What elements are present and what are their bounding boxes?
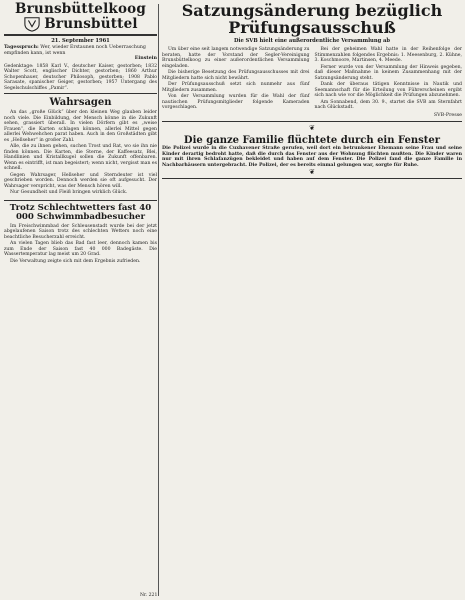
main-headline: Satzungsänderung bezüglich Prüfungsausschuß	[181, 1, 443, 37]
page-footer: Nr. 221	[140, 593, 158, 598]
box-body: Die Polizei wurde in die Cuxhavener Straße gerufen, weil dort ein betrunkener Ehemann seine Frau und seine Kinder derartig bedroht hatte, daß die durch das Fenster aus der Wohnung flüchten mußten. Die Kinder waren nur mit ihren Schlafanzügen bekleidet und haben auf dem Fenster. Die Polizei fand die ganze Familie in Nachbarhäusern untergebracht. Die Polizei, der es bereits einmal gelungen war, sorgte für Ruhe.	[162, 146, 462, 168]
paragraph: Gegen Wahrsager, Hellseher und Sterndeuter ist viel geschrieben worden. Dennoch werden sie oft aufgesucht. Der Wahrsager verspricht, was der Mensch hören will.	[4, 172, 157, 189]
article-heading-wahrsagen: Wahrsagen	[49, 97, 112, 109]
paragraph: Ferner wurde von der Versammlung der Hinweis gegeben, daß dieser Maßnahme in keinem Zusammenhang mit der Satzungsänderung steht.	[314, 64, 462, 81]
paragraph: Bei der geheimen Wahl hatte in der Reihenfolge der Stimmenzahlen folgendes Ergebnis: 1. Meesenburg, 2. Kühne, 3. Koschmoore, Martinsen, 4. Meede.	[314, 47, 462, 63]
masthead-rule	[4, 34, 157, 36]
masthead	[4, 2, 157, 32]
paragraph: Im Freischwimmbad der Schleusenstadt wurde bei der jetzt abgelaufenen Saison trotz des schlechten Wetters noch eine beachtliche Besucherzahl erreicht.	[4, 223, 157, 240]
paragraph: An das „große Glück“ über den kleinen Weg glauben leider noch viele. Die Einbildung, der Mensch könne in die Zukunft sehen, grassiert überall. In vielen Dörfern gibt es „weise Frauen“, die Karten schlagen können, allerlei Mittel gegen allerlei Wehwehchen parat haben. Auch in den Großstädten gibt es „Hellseher“ in großer Zahl.	[4, 110, 157, 143]
right-column	[162, 2, 462, 179]
gedenktage: Gedenktage: 1858 Karl V., deutscher Kaiser, gestorben; 1832 Walter Scott, englischer Dichter, gestorben; 1860 Arthur Schopenhauer, deutscher Philosoph, gestorben; 1908 Pablo Sarasate, spanischer Geiger, gestorben; 1957 Untergang des Segelschulschiffes „Pamir“.	[4, 63, 157, 91]
left-column	[4, 2, 157, 265]
tagline-label: Tagesspruch:	[4, 45, 39, 50]
tagline-text: Wer, wieder Erstaunen noch Ueberraschung empfinden kann, ist wenn	[4, 45, 146, 56]
paragraph: Die bisherige Besetzung des Prüfungsausschusses mit drei Mitgliedern hatte sich nicht bewährt.	[162, 70, 310, 81]
masthead-line1: Brunsbüttelkoog	[15, 1, 146, 17]
article-signature: SVB-Presse	[433, 112, 462, 118]
tagline-author: Einstein	[134, 55, 157, 62]
paragraph: Alle, die zu ihnen gehen, suchen Trost und Rat, wo sie ihn nie finden können. Die Karten, die Sterne, der Kaffeesatz, Blei, Handlinien und Kristallkugel sollen die Zukunft offenbaren. Wenn es eintrifft, ist man begeistert; wenn nicht, vergisst man es schnell.	[4, 144, 157, 172]
divider	[4, 200, 157, 201]
article-body-schwimmbad	[4, 224, 157, 265]
paragraph: Der Prüfungsausschuß setzt sich nunmehr aus fünf Mitgliedern zusammen.	[162, 82, 310, 93]
ornament-icon: ❦	[309, 168, 315, 177]
main-article-col2	[315, 47, 463, 118]
paragraph: Die Verwaltung zeigte sich mit dem Ergebnis zufrieden.	[10, 258, 141, 264]
crest-icon	[23, 16, 41, 32]
column-rule	[158, 4, 159, 596]
paragraph: An vielen Tagen blieb das Bad fast leer, dennoch kamen bis zum Ende der Saison fast 40 000 Badegäste. Die Wassertemperatur lag meist um 20 Grad.	[4, 241, 157, 258]
masthead-line2: Brunsbüttel	[44, 16, 138, 32]
ornament-icon: ❦	[309, 124, 315, 132]
main-article-body	[162, 47, 462, 118]
main-subheadline: Die SVB hielt eine außerordentliche Versammlung ab	[233, 38, 391, 44]
paragraph: Nur Gesundheit und Fleiß bringen wirklich Glück.	[10, 190, 128, 196]
box-heading: Die ganze Familie flüchtete durch ein Fenster	[183, 135, 441, 146]
dateline: 21. September 1961	[51, 38, 110, 44]
paragraph: Um über eine seit langem notwendige Satzungsänderung zu beraten, hatte der Vorstand der Segler-Vereinigung Brunsbüttelkoog zu einer außerordentlichen Versammlung eingeladen.	[162, 47, 310, 69]
news-box	[162, 121, 462, 179]
paragraph: Dank der überaus tätigen Kenntnisse in Nautik und Seemannschaft für die Erteilung von Führerscheinen ergibt sich nach wie vor die Möglichkeit die Prüfungen abzunehmen.	[314, 82, 462, 98]
tagline	[4, 45, 157, 62]
article-heading-schwimmbad: Trotz Schlechtwetters fast 40 000 Schwimmbadbesucher	[9, 202, 152, 222]
article-body-wahrsagen	[4, 110, 157, 196]
paragraph: Von der Versammlung wurden für die Wahl der fünf nautischen Prüfungsmitglieder folgende Kameraden vorgeschlagen.	[162, 94, 310, 110]
main-article-col1	[162, 47, 310, 118]
paragraph: Am Sonnabend, dem 30. 9., startet die SVB am Sternfahrt nach Glückstadt.	[314, 99, 462, 110]
divider	[4, 93, 157, 94]
